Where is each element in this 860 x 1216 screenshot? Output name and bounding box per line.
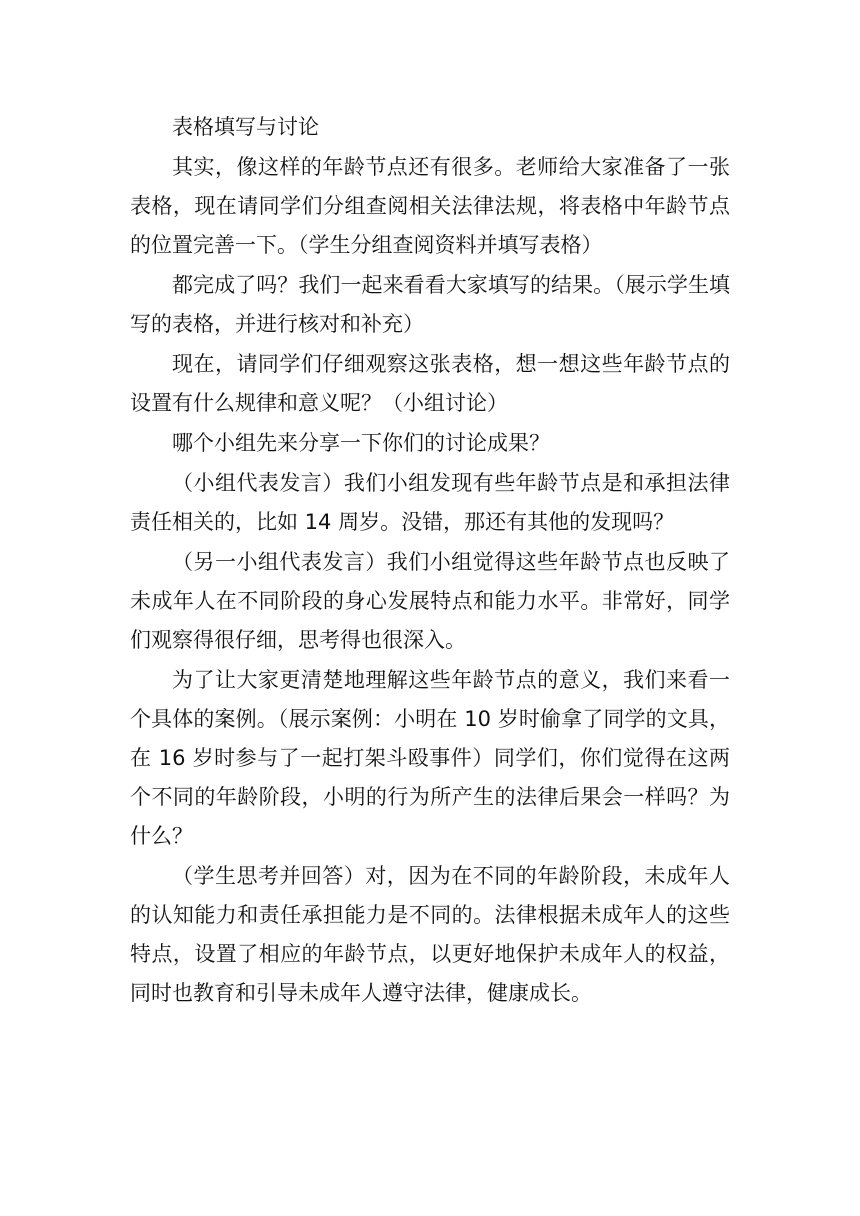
paragraph-1: 其实，像这样的年龄节点还有很多。老师给大家准备了一张表格，现在请同学们分组查阅相关法律法规，将表格中年龄节点的位置完善一下。（学生分组查阅资料并填写表格） bbox=[130, 155, 730, 257]
paragraph-7: 为了让大家更清楚地理解这些年龄节点的意义，我们来看一个具体的案例。（展示案例：小明在 10 岁时偷拿了同学的文具，在 16 岁时参与了一起打架斗殴事件）同学们，你们觉得在这两个不同的年龄阶段，小明的行为所产生的法律后果会一样吗？为什么？ bbox=[130, 668, 730, 848]
paragraph-4: 哪个小组先来分享一下你们的讨论成果？ bbox=[172, 431, 550, 455]
paragraph-5: （小组代表发言）我们小组发现有些年龄节点是和承担法律责任相关的，比如 14 周岁。没错，那还有其他的发现吗？ bbox=[130, 471, 730, 534]
paragraph-3: 现在，请同学们仔细观察这张表格，想一想这些年龄节点的设置有什么规律和意义呢？（小组讨论） bbox=[130, 352, 730, 415]
paragraph-6: （另一小组代表发言）我们小组觉得这些年龄节点也反映了未成年人在不同阶段的身心发展特点和能力水平。非常好，同学们观察得很仔细，思考得也很深入。 bbox=[130, 550, 730, 652]
section-heading: 表格填写与讨论 bbox=[172, 115, 319, 139]
paragraph-2: 都完成了吗？我们一起来看看大家填写的结果。（展示学生填写的表格，并进行核对和补充） bbox=[130, 273, 730, 336]
document-body bbox=[130, 108, 730, 1014]
paragraph-8: （学生思考并回答）对，因为在不同的年龄阶段，未成年人的认知能力和责任承担能力是不同的。法律根据未成年人的这些特点，设置了相应的年龄节点，以更好地保护未成年人的权益，同时也教育和引导未成年人遵守法律，健康成长。 bbox=[130, 864, 730, 1005]
